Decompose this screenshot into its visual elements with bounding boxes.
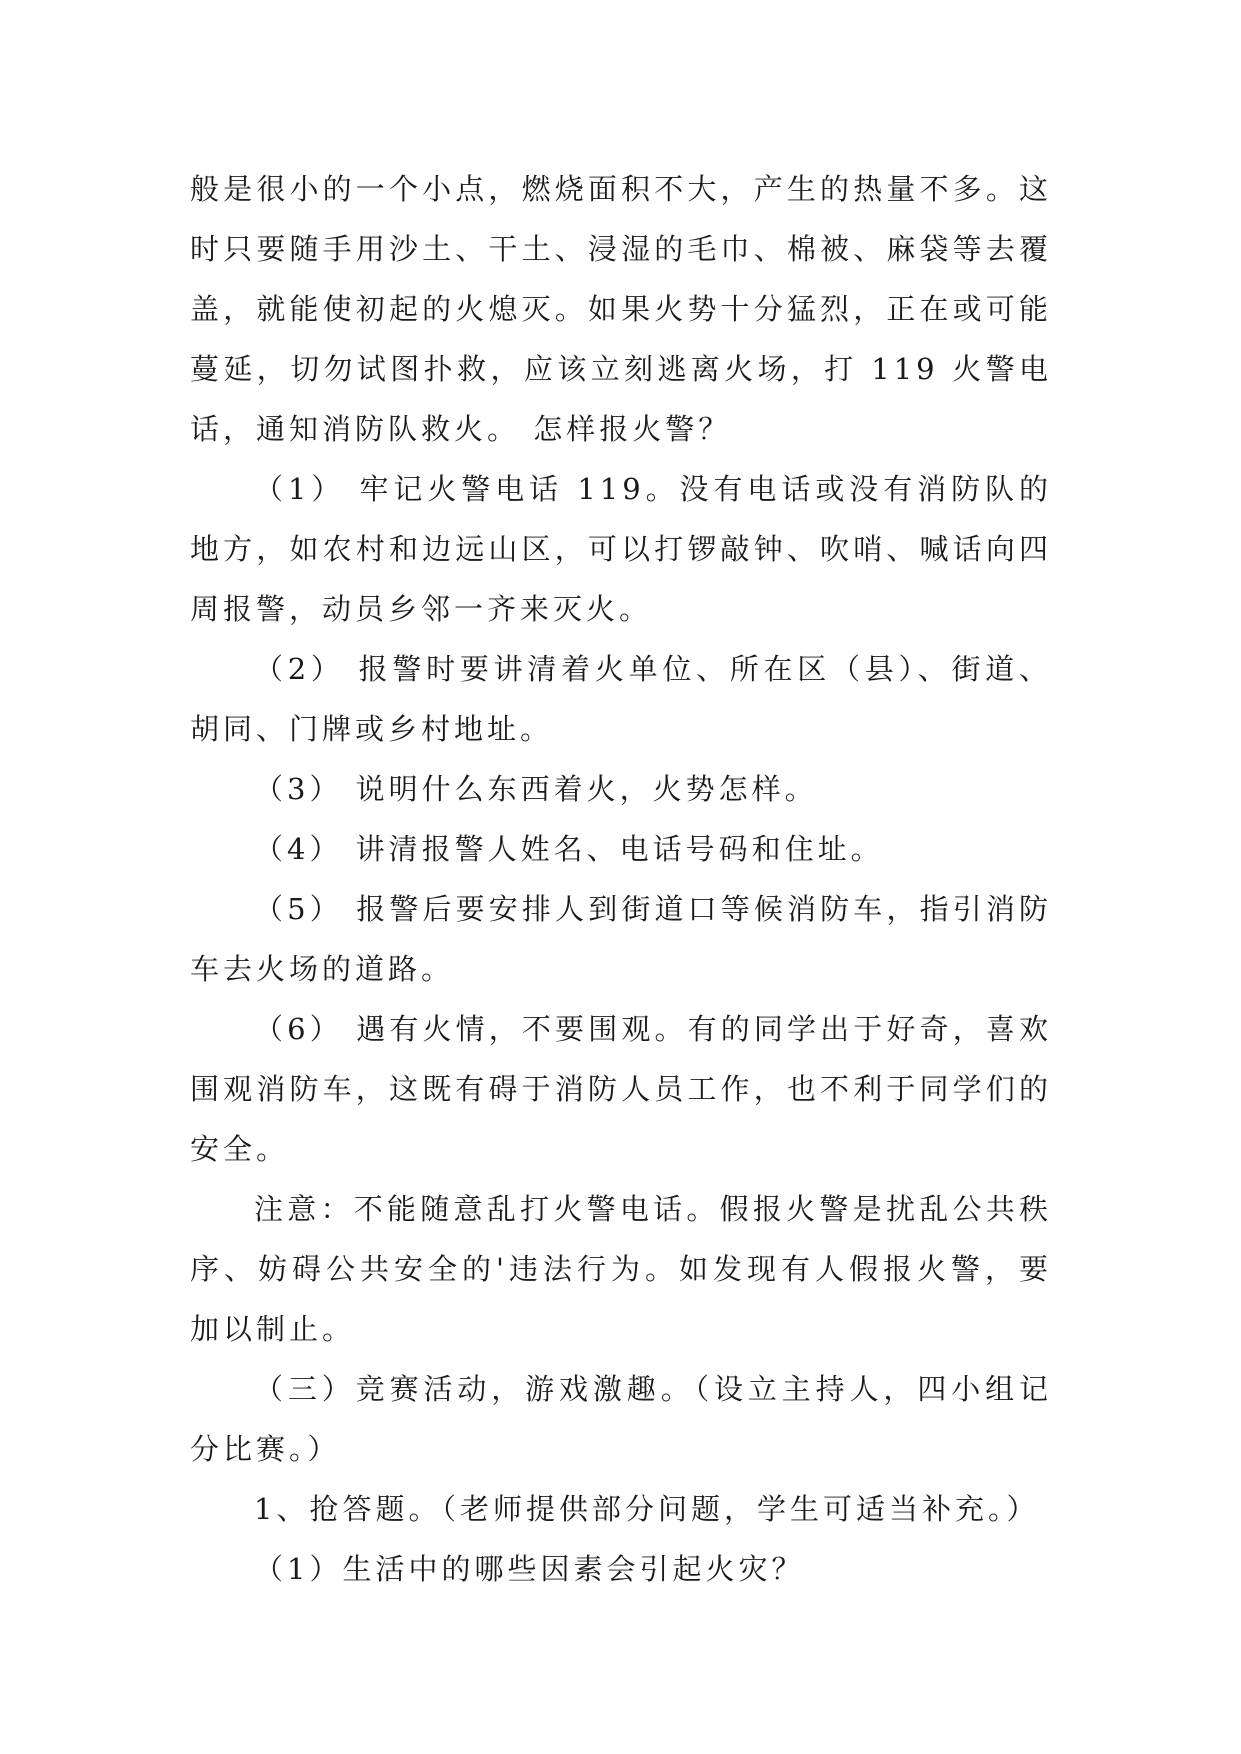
paragraph-item-6: （6） 遇有火情，不要围观。有的同学出于好奇，喜欢围观消防车，这既有碍于消防人员工作，也不利于同学们的安全。 xyxy=(190,1012,1052,1166)
document-page xyxy=(190,159,1052,1599)
paragraph-quick-answer: 1、抢答题。（老师提供部分问题，学生可适当补充。） xyxy=(254,1492,1040,1526)
paragraph-item-3: （3） 说明什么东西着火，火势怎样。 xyxy=(254,772,818,806)
paragraph-section-three: （三）竞赛活动，游戏激趣。（设立主持人，四小组记分比赛。） xyxy=(190,1372,1052,1466)
paragraph-question-1: （1）生活中的哪些因素会引起火灾？ xyxy=(254,1552,805,1586)
paragraph-item-4: （4） 讲清报警人姓名、电话号码和住址。 xyxy=(254,832,884,866)
paragraph-item-5: （5） 报警后要安排人到街道口等候消防车，指引消防车去火场的道路。 xyxy=(190,892,1052,986)
paragraph-fire-extinguish-advice: 般是很小的一个小点，燃烧面积不大，产生的热量不多。这时只要随手用沙土、干土、浸湿的毛巾、棉被、麻袋等去覆盖，就能使初起的火熄灭。如果火势十分猛烈，正在或可能蔓延，切勿试图扑救，应该立刻逃离火场，打 119 火警电话，通知消防队救火。 怎样报火警？ xyxy=(190,172,1052,446)
paragraph-notice: 注意：不能随意乱打火警电话。假报火警是扰乱公共秩序、妨碍公共安全的'违法行为。如发现有人假报火警，要加以制止。 xyxy=(190,1192,1052,1346)
paragraph-item-1: （1） 牢记火警电话 119。没有电话或没有消防队的地方，如农村和边远山区，可以打锣敲钟、吹哨、喊话向四周报警，动员乡邻一齐来灭火。 xyxy=(190,472,1052,626)
paragraph-item-2: （2） 报警时要讲清着火单位、所在区（县）、街道、胡同、门牌或乡村地址。 xyxy=(190,652,1052,746)
